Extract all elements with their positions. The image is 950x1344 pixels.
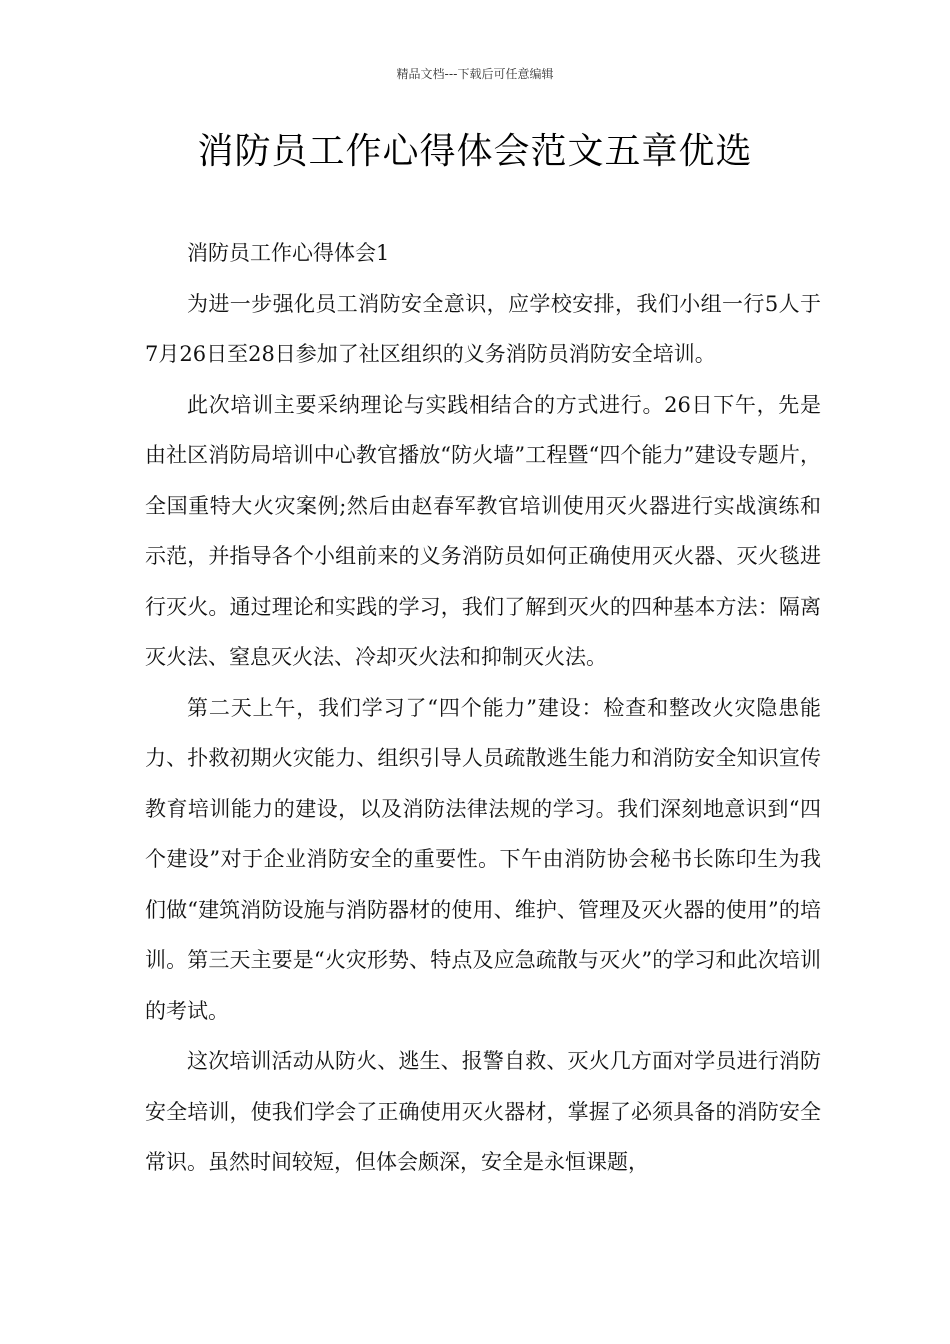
header-note: 精品文档---下载后可任意编辑	[396, 67, 554, 81]
document-title: 消防员工作心得体会范文五章优选	[197, 131, 753, 172]
paragraph: 这次培训活动从防火、逃生、报警自救、灭火几方面对学员进行消防安全培训，使我们学会了正确使用灭火器材，掌握了必须具备的消防安全常识。虽然时间较短，但体会颇深，安全是永恒课题，	[145, 1049, 821, 1174]
paragraph: 为进一步强化员工消防安全意识，应学校安排，我们小组一行5人于7月26日至28日参加了社区组织的义务消防员消防安全培训。	[145, 291, 821, 366]
section-heading: 消防员工作心得体会1	[187, 241, 390, 265]
paragraph: 第二天上午，我们学习了“四个能力”建设：检查和整改火灾隐患能力、扑救初期火灾能力、组织引导人员疏散逃生能力和消防安全知识宣传教育培训能力的建设，以及消防法律法规的学习。我们深刻地意识到“四个建设”对于企业消防安全的重要性。下午由消防协会秘书长陈印生为我们做“建筑消防设施与消防器材的使用、维护、管理及灭火器的使用”的培训。第三天主要是“火灾形势、特点及应急疏散与灭火”的学习和此次培训的考试。	[145, 695, 821, 1023]
paragraph: 此次培训主要采纳理论与实践相结合的方式进行。26日下午，先是由社区消防局培训中心教官播放“防火墙”工程暨“四个能力”建设专题片，全国重特大火灾案例;然后由赵春军教官培训使用灭火器进行实战演练和示范，并指导各个小组前来的义务消防员如何正确使用灭火器、灭火毯进行灭火。通过理论和实践的学习，我们了解到灭火的四种基本方法：隔离灭火法、窒息灭火法、冷却灭火法和抑制灭火法。	[145, 392, 821, 669]
document-body	[145, 228, 821, 1188]
